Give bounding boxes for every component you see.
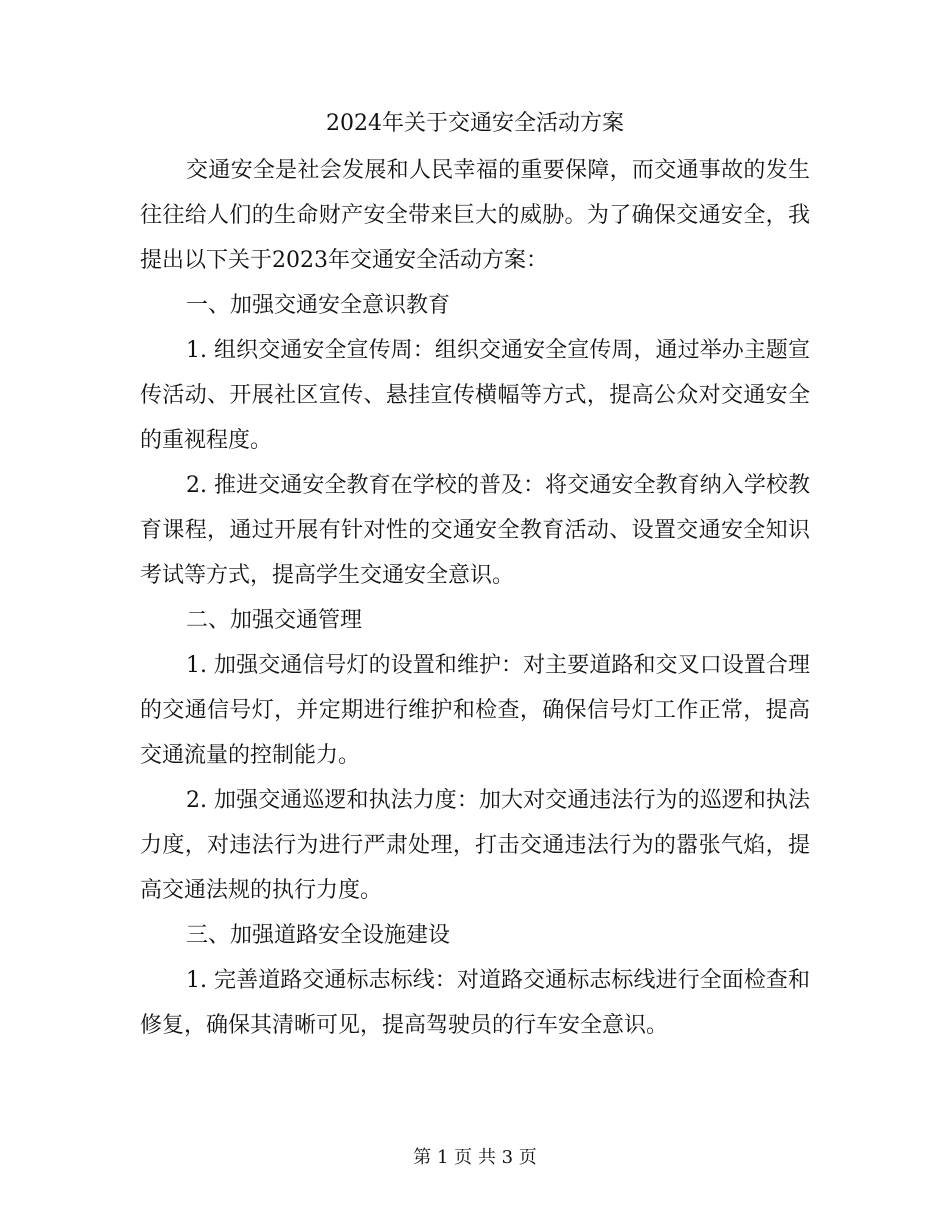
section-heading-2: 二、加强交通管理 <box>186 608 363 633</box>
page-footer: 第 1 页 共 3 页 <box>413 1147 537 1168</box>
section-1-item-1: 1. 组织交通安全宣传周：组织交通安全宣传周，通过举办主题宣传活动、开展社区宣传、悬挂宣传横幅等方式，提高公众对交通安全的重视程度。 <box>140 338 810 453</box>
section-2-item-2: 2. 加强交通巡逻和执法力度：加大对交通违法行为的巡逻和执法力度，对违法行为进行严肃处理，打击交通违法行为的嚣张气焰，提高交通法规的执行力度。 <box>140 788 810 903</box>
section-3-item-1: 1. 完善道路交通标志标线：对道路交通标志标线进行全面检查和修复，确保其清晰可见，提高驾驶员的行车安全意识。 <box>140 968 810 1038</box>
document-body <box>140 148 810 1048</box>
section-1-item-2: 2. 推进交通安全教育在学校的普及：将交通安全教育纳入学校教育课程，通过开展有针对性的交通安全教育活动、设置交通安全知识考试等方式，提高学生交通安全意识。 <box>140 473 810 588</box>
intro-paragraph: 交通安全是社会发展和人民幸福的重要保障，而交通事故的发生往往给人们的生命财产安全带来巨大的威胁。为了确保交通安全，我提出以下关于2023年交通安全活动方案： <box>140 158 810 273</box>
section-heading-1: 一、加强交通安全意识教育 <box>186 293 451 318</box>
document-title: 2024年关于交通安全活动方案 <box>326 111 624 136</box>
section-2-item-1: 1. 加强交通信号灯的设置和维护：对主要道路和交叉口设置合理的交通信号灯，并定期进行维护和检查，确保信号灯工作正常，提高交通流量的控制能力。 <box>140 653 810 768</box>
section-heading-3: 三、加强道路安全设施建设 <box>186 923 451 948</box>
